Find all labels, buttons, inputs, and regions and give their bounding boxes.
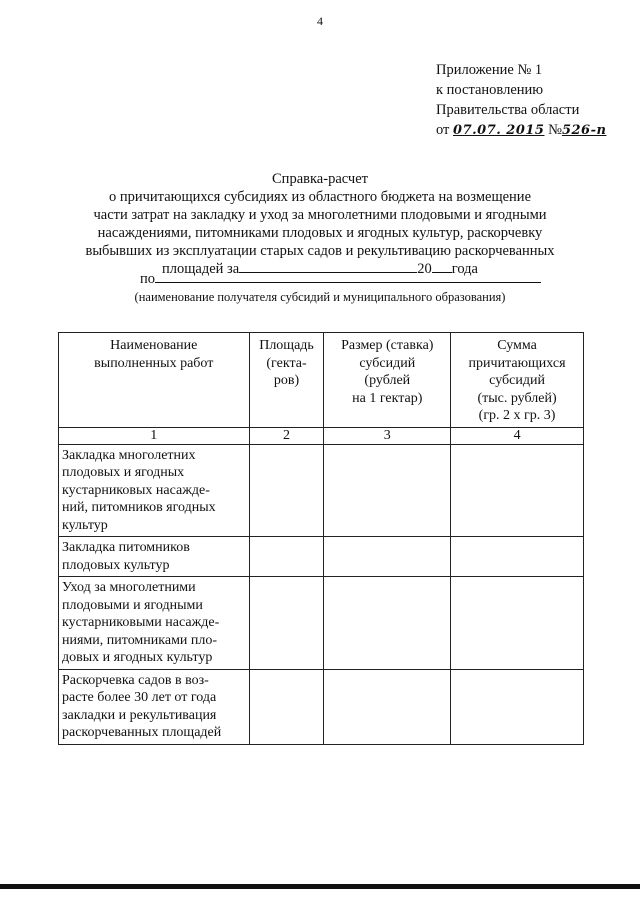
header-text: субсидий [359, 355, 416, 371]
sum-cell [451, 669, 584, 744]
scan-edge-bar [0, 884, 640, 889]
column-number: 3 [324, 427, 451, 444]
area-cell [249, 537, 324, 577]
area-cell [249, 577, 324, 670]
rate-cell [324, 444, 451, 537]
date-prefix: от [436, 122, 450, 138]
page-number: 4 [317, 14, 323, 28]
cell-text: ниями, питомниками пло- [62, 632, 218, 648]
appendix-block [436, 60, 606, 141]
subsidy-table [58, 332, 584, 745]
handwritten-date: 07.07. 2015 [453, 123, 545, 138]
rate-cell [324, 537, 451, 577]
cell-text: Закладка питомников [62, 540, 190, 555]
title-heading: Справка-расчет [272, 171, 368, 187]
header-cell-area [249, 333, 324, 428]
cell-text: раскорчеванных площадей [62, 725, 222, 740]
rate-cell [324, 669, 451, 744]
table-row [59, 537, 584, 577]
column-number-row [59, 427, 584, 444]
header-text: причитающихся [468, 355, 566, 371]
recipient-blank [155, 270, 541, 283]
work-name-cell [59, 577, 250, 670]
appendix-date-line [436, 120, 606, 141]
area-cell [249, 444, 324, 537]
header-text: Наименование [110, 338, 198, 353]
header-text: на 1 гектар) [352, 390, 423, 406]
year-suffix: года [451, 261, 478, 277]
recipient-label: по [140, 271, 156, 287]
sum-cell [451, 577, 584, 670]
cell-text: Раскорчевка садов в воз- [62, 672, 209, 688]
column-number: 1 [59, 427, 250, 444]
rate-cell [324, 577, 451, 670]
period-prefix: площадей за [162, 261, 240, 277]
header-text: (гр. 2 х гр. 3) [478, 408, 556, 423]
cell-text: расте более 30 лет от года [62, 690, 217, 705]
header-text: (тыс. рублей) [477, 390, 557, 406]
column-number: 4 [451, 427, 584, 444]
sum-cell [451, 537, 584, 577]
handwritten-number: 526-п [561, 123, 607, 138]
appendix-line-3: Правительства области [436, 102, 580, 118]
header-text: (гекта- [266, 355, 307, 371]
header-cell-sum [451, 333, 584, 428]
area-cell [249, 669, 324, 744]
header-text: Сумма [497, 338, 537, 353]
header-cell-work [59, 333, 250, 428]
cell-text: Закладка многолетних [62, 447, 196, 463]
table-row [59, 577, 584, 670]
header-text: субсидий [489, 373, 545, 388]
title-line-2: части затрат на закладку и уход за многолетними плодовыми и ягодными [93, 207, 547, 223]
cell-text: ний, питомников ягодных [62, 500, 216, 515]
work-name-cell [59, 444, 250, 537]
cell-text: плодовых и ягодных [62, 465, 185, 480]
header-text: Площадь [259, 338, 314, 353]
cell-text: кустарниковыми насажде- [62, 615, 220, 630]
header-cell-rate [324, 333, 451, 428]
cell-text: культур [62, 517, 108, 533]
table-header-row [59, 333, 584, 428]
header-text: выполненных работ [94, 355, 214, 371]
recipient-caption: (наименование получателя субсидий и муниципального образования) [134, 290, 506, 304]
cell-text: плодовыми и ягодными [62, 597, 203, 613]
table-row [59, 669, 584, 744]
appendix-line-2: к постановлению [436, 82, 544, 98]
cell-text: Уход за многолетними [62, 580, 196, 595]
appendix-line-1: Приложение № 1 [436, 62, 543, 78]
cell-text: довых и ягодных культур [62, 650, 213, 665]
number-prefix: № [548, 122, 562, 138]
header-text: ров) [273, 373, 300, 388]
recipient-line [140, 270, 541, 288]
header-text: (рублей [364, 373, 411, 388]
work-name-cell [59, 669, 250, 744]
header-text: Размер (ставка) [341, 338, 434, 353]
sum-cell [451, 444, 584, 537]
cell-text: плодовых культур [62, 557, 170, 573]
cell-text: закладки и рекультивация [62, 707, 217, 723]
work-name-cell [59, 537, 250, 577]
title-line-4: выбывших из эксплуатации старых садов и рекультивацию раскорчеванных [85, 243, 555, 259]
title-line-1: о причитающихся субсидиях из областного бюджета на возмещение [108, 189, 531, 205]
column-number: 2 [249, 427, 324, 444]
cell-text: кустарниковых насажде- [62, 482, 210, 498]
table-row [59, 444, 584, 537]
document-title [60, 170, 580, 278]
title-line-3: насаждениями, питомниками плодовых и ягодных культур, раскорчевку [97, 225, 543, 241]
year-century: 20 [417, 261, 432, 277]
